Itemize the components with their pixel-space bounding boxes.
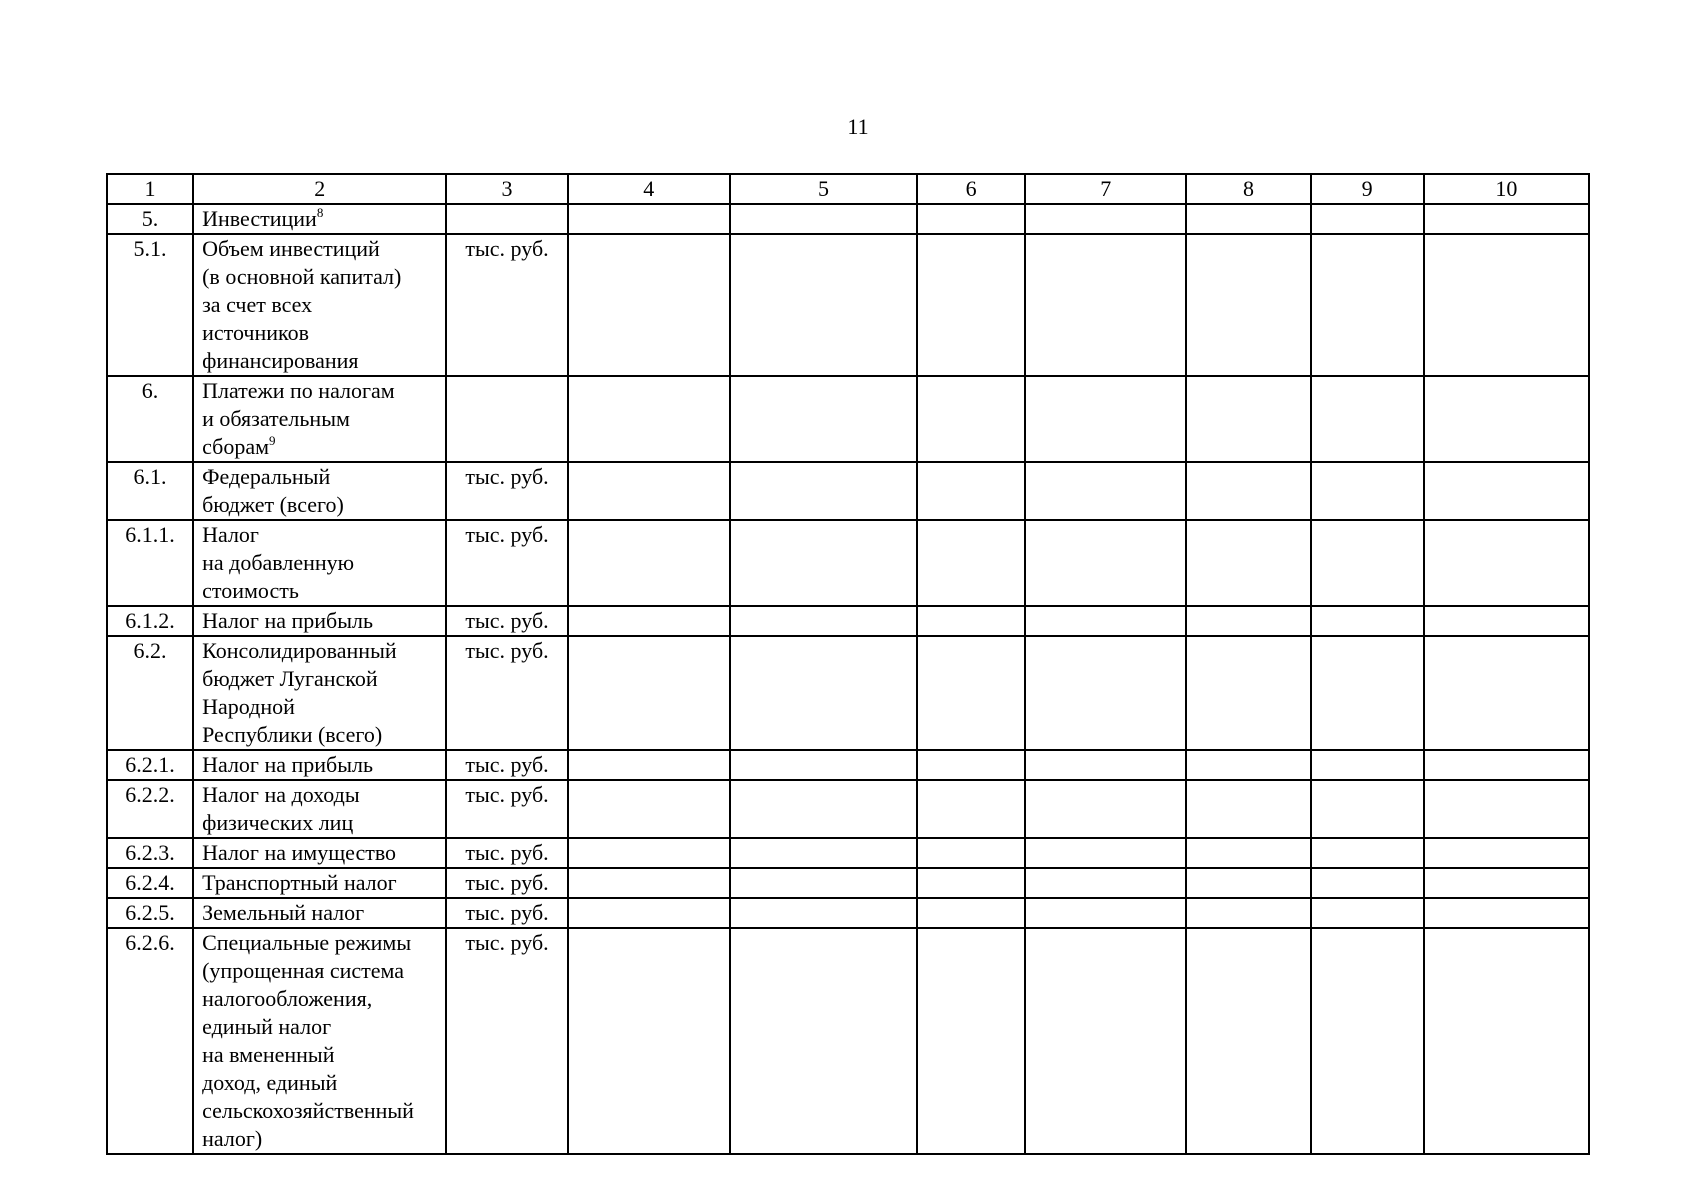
value-cell	[730, 606, 917, 636]
value-cell	[917, 606, 1025, 636]
value-cell	[1311, 838, 1424, 868]
value-cell	[917, 838, 1025, 868]
value-cell	[1424, 234, 1589, 376]
value-cell	[1311, 234, 1424, 376]
unit-cell: тыс. руб.	[446, 520, 567, 606]
value-cell	[1311, 636, 1424, 750]
table-row	[107, 462, 1589, 520]
indicator-name-line	[202, 347, 437, 375]
indicator-name-line	[202, 809, 437, 837]
value-cell	[1025, 462, 1186, 520]
value-cell	[1025, 636, 1186, 750]
indicator-name-text: стоимость	[202, 578, 299, 603]
row-number: 5.	[107, 204, 193, 234]
indicator-name-text: Налог на доходы	[202, 782, 360, 807]
indicator-name-text: сельскохозяйственный	[202, 1098, 414, 1123]
value-cell	[1311, 868, 1424, 898]
value-cell	[730, 868, 917, 898]
value-cell	[568, 898, 730, 928]
unit-cell: тыс. руб.	[446, 462, 567, 520]
value-cell	[1025, 606, 1186, 636]
indicator-name-line	[202, 463, 437, 491]
indicator-name-line	[202, 1013, 437, 1041]
indicator-name-text: доход, единый	[202, 1070, 338, 1095]
value-cell	[568, 520, 730, 606]
indicator-name-text: (упрощенная система	[202, 958, 405, 983]
indicator-name-text: Объем инвестиций	[202, 236, 380, 261]
indicator-name-text: Транспортный налог	[202, 870, 397, 895]
indicator-name-line	[202, 521, 437, 549]
value-cell	[1424, 838, 1589, 868]
value-cell	[1025, 750, 1186, 780]
value-cell	[1025, 868, 1186, 898]
indicator-name	[193, 636, 446, 750]
indicator-name-line	[202, 549, 437, 577]
value-cell	[917, 462, 1025, 520]
row-number: 6.2.2.	[107, 780, 193, 838]
row-number: 6.	[107, 376, 193, 462]
row-number: 6.2.5.	[107, 898, 193, 928]
value-cell	[1025, 838, 1186, 868]
indicator-name-line	[202, 751, 437, 779]
indicator-name-text: бюджет Луганской	[202, 666, 378, 691]
indicator-name	[193, 868, 446, 898]
value-cell	[1025, 898, 1186, 928]
row-number: 6.1.2.	[107, 606, 193, 636]
table-row	[107, 234, 1589, 376]
value-cell	[1186, 898, 1310, 928]
value-cell	[1311, 750, 1424, 780]
value-cell	[1424, 204, 1589, 234]
indicator-name-text: Налог	[202, 522, 259, 547]
column-number-header: 7	[1025, 174, 1186, 204]
value-cell	[1311, 898, 1424, 928]
value-cell	[1424, 376, 1589, 462]
value-cell	[1311, 462, 1424, 520]
value-cell	[1186, 520, 1310, 606]
table-row	[107, 636, 1589, 750]
table-row	[107, 606, 1589, 636]
indicator-name-line	[202, 929, 437, 957]
value-cell	[730, 520, 917, 606]
indicator-name-line	[202, 839, 437, 867]
column-number-header: 8	[1186, 174, 1310, 204]
unit-cell: тыс. руб.	[446, 868, 567, 898]
value-cell	[568, 838, 730, 868]
value-cell	[917, 868, 1025, 898]
indicator-name-text: Народной	[202, 694, 295, 719]
value-cell	[1025, 376, 1186, 462]
indicator-name-text: Специальные режимы	[202, 930, 412, 955]
column-number-header: 9	[1311, 174, 1424, 204]
column-number-header: 4	[568, 174, 730, 204]
value-cell	[730, 204, 917, 234]
unit-cell: тыс. руб.	[446, 780, 567, 838]
unit-cell: тыс. руб.	[446, 234, 567, 376]
value-cell	[568, 606, 730, 636]
table-row	[107, 780, 1589, 838]
indicator-name-line	[202, 665, 437, 693]
value-cell	[1186, 838, 1310, 868]
value-cell	[917, 636, 1025, 750]
indicator-name-line	[202, 1097, 437, 1125]
row-number: 6.1.	[107, 462, 193, 520]
indicator-name-text: Республики (всего)	[202, 722, 383, 747]
indicator-name	[193, 898, 446, 928]
value-cell	[1186, 376, 1310, 462]
indicator-name-line	[202, 957, 437, 985]
table-row	[107, 868, 1589, 898]
indicator-name-line	[202, 1041, 437, 1069]
unit-cell: тыс. руб.	[446, 606, 567, 636]
indicator-name	[193, 234, 446, 376]
indicator-name-text: Инвестиции	[202, 206, 317, 231]
value-cell	[1025, 780, 1186, 838]
indicator-name-text: физических лиц	[202, 810, 354, 835]
value-cell	[1424, 462, 1589, 520]
column-number-header: 3	[446, 174, 567, 204]
indicator-name-line	[202, 607, 437, 635]
indicators-table	[106, 173, 1590, 1155]
indicator-name-text: и обязательным	[202, 406, 350, 431]
indicator-name-line	[202, 291, 437, 319]
value-cell	[1025, 234, 1186, 376]
unit-cell	[446, 376, 567, 462]
indicator-name	[193, 462, 446, 520]
column-number-header: 1	[107, 174, 193, 204]
column-number-header: 2	[193, 174, 446, 204]
value-cell	[917, 234, 1025, 376]
indicator-name-text: Консолидированный	[202, 638, 397, 663]
row-number: 6.1.1.	[107, 520, 193, 606]
value-cell	[1186, 636, 1310, 750]
value-cell	[1186, 462, 1310, 520]
value-cell	[1186, 234, 1310, 376]
indicator-name	[193, 520, 446, 606]
column-number-header: 5	[730, 174, 917, 204]
indicator-name-text: Земельный налог	[202, 900, 365, 925]
value-cell	[1186, 928, 1310, 1154]
indicator-name-line	[202, 263, 437, 291]
indicator-name-text: сборам	[202, 434, 270, 459]
value-cell	[568, 376, 730, 462]
unit-cell	[446, 204, 567, 234]
value-cell	[568, 750, 730, 780]
value-cell	[568, 780, 730, 838]
value-cell	[730, 750, 917, 780]
table-row	[107, 928, 1589, 1154]
indicator-name-line	[202, 377, 437, 405]
value-cell	[1186, 204, 1310, 234]
row-number: 6.2.6.	[107, 928, 193, 1154]
indicator-name-line	[202, 1125, 437, 1153]
value-cell	[917, 204, 1025, 234]
indicator-name-line	[202, 693, 437, 721]
value-cell	[1311, 520, 1424, 606]
table-row	[107, 838, 1589, 868]
value-cell	[730, 928, 917, 1154]
table-row	[107, 520, 1589, 606]
value-cell	[1424, 750, 1589, 780]
value-cell	[730, 838, 917, 868]
value-cell	[730, 234, 917, 376]
row-number: 6.2.1.	[107, 750, 193, 780]
value-cell	[730, 462, 917, 520]
indicator-name-line	[202, 869, 437, 897]
indicator-name	[193, 928, 446, 1154]
value-cell	[1424, 606, 1589, 636]
indicator-name-text: на добавленную	[202, 550, 355, 575]
indicator-name-text: за счет всех	[202, 292, 313, 317]
column-number-header: 6	[917, 174, 1025, 204]
table-row	[107, 750, 1589, 780]
row-number: 6.2.3.	[107, 838, 193, 868]
value-cell	[568, 462, 730, 520]
indicator-name-line	[202, 781, 437, 809]
indicator-name-text: единый налог	[202, 1014, 332, 1039]
indicator-name	[193, 750, 446, 780]
value-cell	[1311, 204, 1424, 234]
value-cell	[1424, 520, 1589, 606]
unit-cell: тыс. руб.	[446, 928, 567, 1154]
page-number: 11	[847, 114, 869, 139]
indicator-name-line	[202, 405, 437, 433]
row-number: 6.2.	[107, 636, 193, 750]
value-cell	[1424, 868, 1589, 898]
indicator-name-line	[202, 899, 437, 927]
indicator-name-text: Федеральный	[202, 464, 331, 489]
footnote-mark: 9	[269, 433, 276, 448]
table-row	[107, 898, 1589, 928]
value-cell	[1424, 928, 1589, 1154]
value-cell	[1424, 636, 1589, 750]
indicator-name-line	[202, 205, 437, 233]
value-cell	[1186, 780, 1310, 838]
indicator-name-line	[202, 491, 437, 519]
indicator-name-text: финансирования	[202, 348, 359, 373]
value-cell	[917, 750, 1025, 780]
value-cell	[1311, 606, 1424, 636]
value-cell	[1025, 928, 1186, 1154]
value-cell	[917, 780, 1025, 838]
indicator-name-text: Платежи по налогам	[202, 378, 395, 403]
value-cell	[1186, 606, 1310, 636]
unit-cell: тыс. руб.	[446, 636, 567, 750]
value-cell	[568, 636, 730, 750]
column-number-header: 10	[1424, 174, 1589, 204]
indicator-name	[193, 780, 446, 838]
value-cell	[917, 898, 1025, 928]
indicator-name-text: бюджет (всего)	[202, 492, 344, 517]
indicator-name-text: Налог на прибыль	[202, 752, 374, 777]
value-cell	[730, 636, 917, 750]
value-cell	[1186, 868, 1310, 898]
indicator-name-text: на вмененный	[202, 1042, 335, 1067]
indicator-name-text: Налог на прибыль	[202, 608, 374, 633]
value-cell	[730, 898, 917, 928]
value-cell	[730, 376, 917, 462]
value-cell	[917, 520, 1025, 606]
unit-cell: тыс. руб.	[446, 898, 567, 928]
indicator-name-line	[202, 1069, 437, 1097]
value-cell	[1311, 780, 1424, 838]
value-cell	[730, 780, 917, 838]
row-number: 6.2.4.	[107, 868, 193, 898]
column-number-row	[107, 174, 1589, 204]
unit-cell: тыс. руб.	[446, 838, 567, 868]
indicator-name-text: (в основной капитал)	[202, 264, 402, 289]
indicator-name-text: налог)	[202, 1126, 263, 1151]
value-cell	[1025, 520, 1186, 606]
table-row	[107, 204, 1589, 234]
indicator-name	[193, 204, 446, 234]
indicator-name-text: налогообложения,	[202, 986, 373, 1011]
indicator-name-line	[202, 433, 437, 461]
indicator-name	[193, 376, 446, 462]
value-cell	[1311, 928, 1424, 1154]
indicator-name-text: источников	[202, 320, 309, 345]
value-cell	[917, 928, 1025, 1154]
indicator-name	[193, 606, 446, 636]
value-cell	[1186, 750, 1310, 780]
value-cell	[568, 928, 730, 1154]
value-cell	[917, 376, 1025, 462]
indicator-name-line	[202, 235, 437, 263]
value-cell	[568, 234, 730, 376]
unit-cell: тыс. руб.	[446, 750, 567, 780]
value-cell	[1311, 376, 1424, 462]
row-number: 5.1.	[107, 234, 193, 376]
indicator-name-line	[202, 985, 437, 1013]
indicator-name-line	[202, 319, 437, 347]
value-cell	[568, 868, 730, 898]
value-cell	[1025, 204, 1186, 234]
indicator-name-line	[202, 637, 437, 665]
indicator-name-text: Налог на имущество	[202, 840, 397, 865]
value-cell	[1424, 898, 1589, 928]
value-cell	[568, 204, 730, 234]
indicator-name-line	[202, 577, 437, 605]
indicator-name	[193, 838, 446, 868]
value-cell	[1424, 780, 1589, 838]
indicator-name-line	[202, 721, 437, 749]
table-row	[107, 376, 1589, 462]
footnote-mark: 8	[316, 205, 324, 220]
